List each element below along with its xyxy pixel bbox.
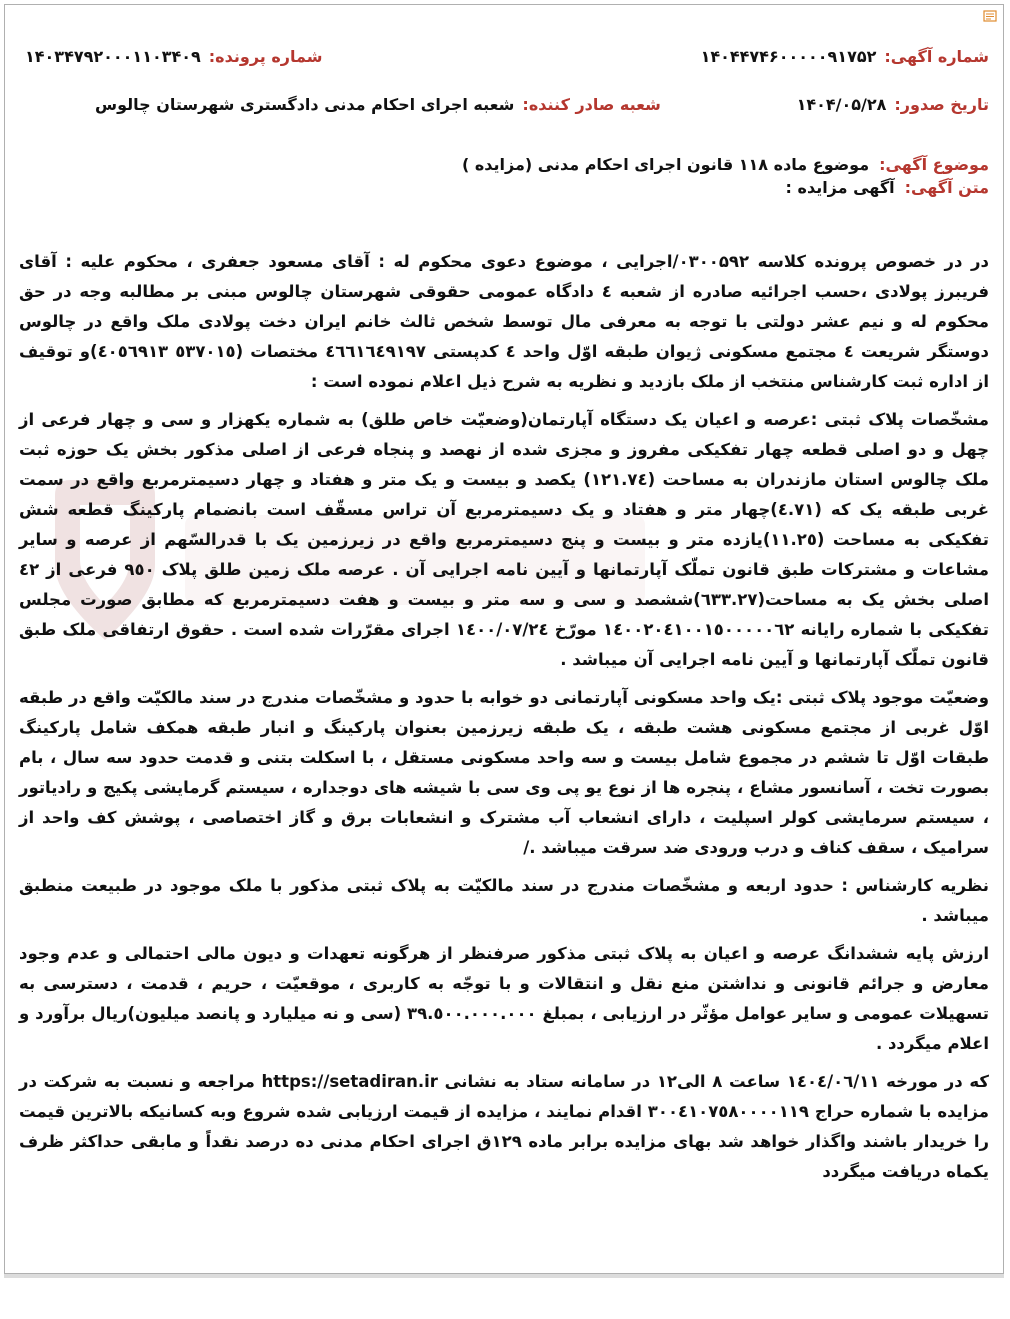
issuer-value: شعبه اجرای احکام مدنی دادگستری شهرستان چالوس [95,95,515,114]
ad-number-label: شماره آگهی: [884,47,989,66]
subject-label: موضوع آگهی: [879,155,989,174]
text-label: متن آگهی: [904,178,989,197]
ad-number-value: ۱۴۰۴۴۷۴۶۰۰۰۰۰۹۱۷۵۲ [700,47,877,66]
subject-value: موضوع ماده ۱۱۸ قانون اجرای احکام مدنی (مزایده ) [461,155,870,174]
paragraph-plaque-specs: مشخّصات پلاک ثبتی :عرصه و اعیان یک دستگاه آپارتمان(وضعیّت خاص طلق) به شماره یکهزار و سی و چهار فرعی از چهل و دو اصلی قطعه چهار تفکیکی مفروز و مجزی شده از نهصد و پنجاه فرعی از اصلی مذکور بخش یک حوزه ثبت ملک چالوس استان مازندران به مساحت (١٢١.٧٤) یکصد و بیست و یک متر و هفتاد و چهار دسیمترمربع واقع در سمت غربی طبقه یک که (٤.٧١)چهار متر و هفتاد و یک دسیمترمربع آن تراس مسقّف است بانضمام پارکینگ قطعه شش تفکیکی به مساحت (١١.٢٥)یازده متر و بیست و پنج دسیمترمربع واقع در زیرزمین یک با قدرالسّهم از عرصه و سایر مشاعات و مشترکات طبق قانون تملّک آپارتمانها و آیین نامه اجرایی آن . عرصه ملک زمین طلق پلاک ٩٥٠ فرعی از ٤٢ اصلی بخش یک به مساحت(٦٣٣.٢٧)ششصد و سی و سه متر و بیست و هفت دسیمترمربع که مطابق صورت مجلس تفکیکی با شماره رایانه ١٤٠٠٢٠٤١٠٠١٥٠٠٠٠٠٦٢ مورّخ ١٤٠٠/٠٧/٢٤ اجرای مقرّرات شده است . حقوق ارتفاقی ملک طبق قانون تملّک آپارتمانها و آیین نامه اجرایی آن میباشد . [19,410,989,669]
issuer-label: شعبه صادر کننده: [522,95,661,114]
file-number [25,47,322,66]
paragraph-case: در در خصوص پرونده کلاسه ۰۳۰۰۵۹۲/اجرایی ، موضوع دعوی محکوم له : آقای مسعود جعفری ، محکوم علیه : آقای فریبرز پولادی ،حسب اجرائیه صادره از شعبه ٤ دادگاه عمومی حقوقی شهرستان چالوس مبنی بر مطالبه وجه در حق محکوم له و نیم عشر دولتی با توجه به معرفی مال توسط شخص ثالث خانم ایران دخت پولادی ملک واقع در چالوس دوستگر شریعت ٤ مجتمع مسکونی ژیوان طبقه اوّل واحد ٤ کدپستی ٤٦٦١٦٤٩١٩٧ مختصات (٥٣٧٠١٥ ٤٠٥٦٩١٣)و توقیف از اداره ثبت کارشناس منتخب از ملک بازدید و نظریه به شرح ذیل اعلام نموده است : [19,252,990,391]
subject [462,155,989,174]
frame-shadow [4,1274,1004,1278]
meta-row-numbers [25,47,989,66]
paragraph-valuation: ارزش پایه ششدانگ عرصه و اعیان به پلاک ثبتی مذکور صرفنظر از هرگونه تعهدات و دیون مالی احتمالی و عدم وجود معارض و جرائم قانونی و نداشتن منع نقل و انتقالات و با توجّه به کاربری ، موقعیّت ، حریم ، قدمت ، دسترسی به تسهیلات عمومی و سایر عوامل مؤثّر در ارزیابی ، بمبلغ ٣٩.٥٠٠.٠٠٠.٠٠٠ (سی و نه میلیارد و پانصد میلیون)ریال برآورد و اعلام میگردد . [19,944,989,1053]
notice-frame [4,4,1004,1274]
newspaper-icon [983,9,997,23]
paragraph-expert-opinion: نظریه کارشناس : حدود اربعه و مشخّصات مندرج در سند مالکیّت به پلاک ثبتی مذکور با ملک موجود در طبیعت منطبق میباشد . [19,876,989,925]
paragraph-current-status: وضعیّت موجود پلاک ثبتی :یک واحد مسکونی آپارتمانی دو خوابه با حدود و مشخّصات مندرج در سند مالکیّت واقع در طبقه اوّل غربی از مجتمع مسکونی هشت طبقه ، یک طبقه زیرزمین بعنوان پارکینگ و انبار طبقه همکف شامل پارکینگ طبقات اوّل تا ششم در مجموع شامل بیست و سه واحد مسکونی مستقل ، با اسکلت بتنی و قدمت حدود سه سال ، بام بصورت تخت ، آسانسور مشاع ، پنجره ها از نوع یو پی وی سی با شیشه های دوجداره ، سیستم گرمایشی پکیج و رادیاتور ، سیستم سرمایشی کولر اسپلیت ، دارای انشعاب آب مشترک و انشعابات برق و گاز اختصاصی ، پوشش کف واحد از سرامیک ، سقف کناف و درب ورودی ضد سرقت میباشد ./ [19,688,989,857]
file-number-value: ۱۴۰۳۴۷۹۲۰۰۰۱۱۰۳۴۰۹ [25,47,201,66]
text-value: آگهی مزایده : [785,178,895,197]
meta-row-issuer [25,95,989,114]
issue-date [797,95,989,114]
issuer [95,95,661,114]
issue-date-value: ۱۴۰۴/۰۵/۲۸ [796,95,887,114]
notice-body [19,247,989,1195]
file-number-label: شماره پرونده: [208,47,323,66]
notice-heading [786,178,989,197]
paragraph-auction-details: که در مورخه ١٤٠٤/٠٦/١١ ساعت ٨ الی١٢ در سامانه ستاد به نشانی https://setadiran.ir مراجعه و نسبت به شرکت در مزایده با شماره حراج ٣٠٠٤١٠٧٥٨٠٠٠٠١١٩ اقدام نمایند ، مزایده از قیمت ارزیابی شده شروع وبه کسانیکه بالاترین قیمت را خریدار باشند واگذار خواهد شد بهای مزایده برابر ماده ١٢٩ق اجرای احکام مدنی ده درصد نقداً و مابقی حداکثر ظرف یکماه دریافت میگردد [19,1072,989,1181]
ad-number [701,47,989,66]
issue-date-label: تاریخ صدور: [894,95,989,114]
